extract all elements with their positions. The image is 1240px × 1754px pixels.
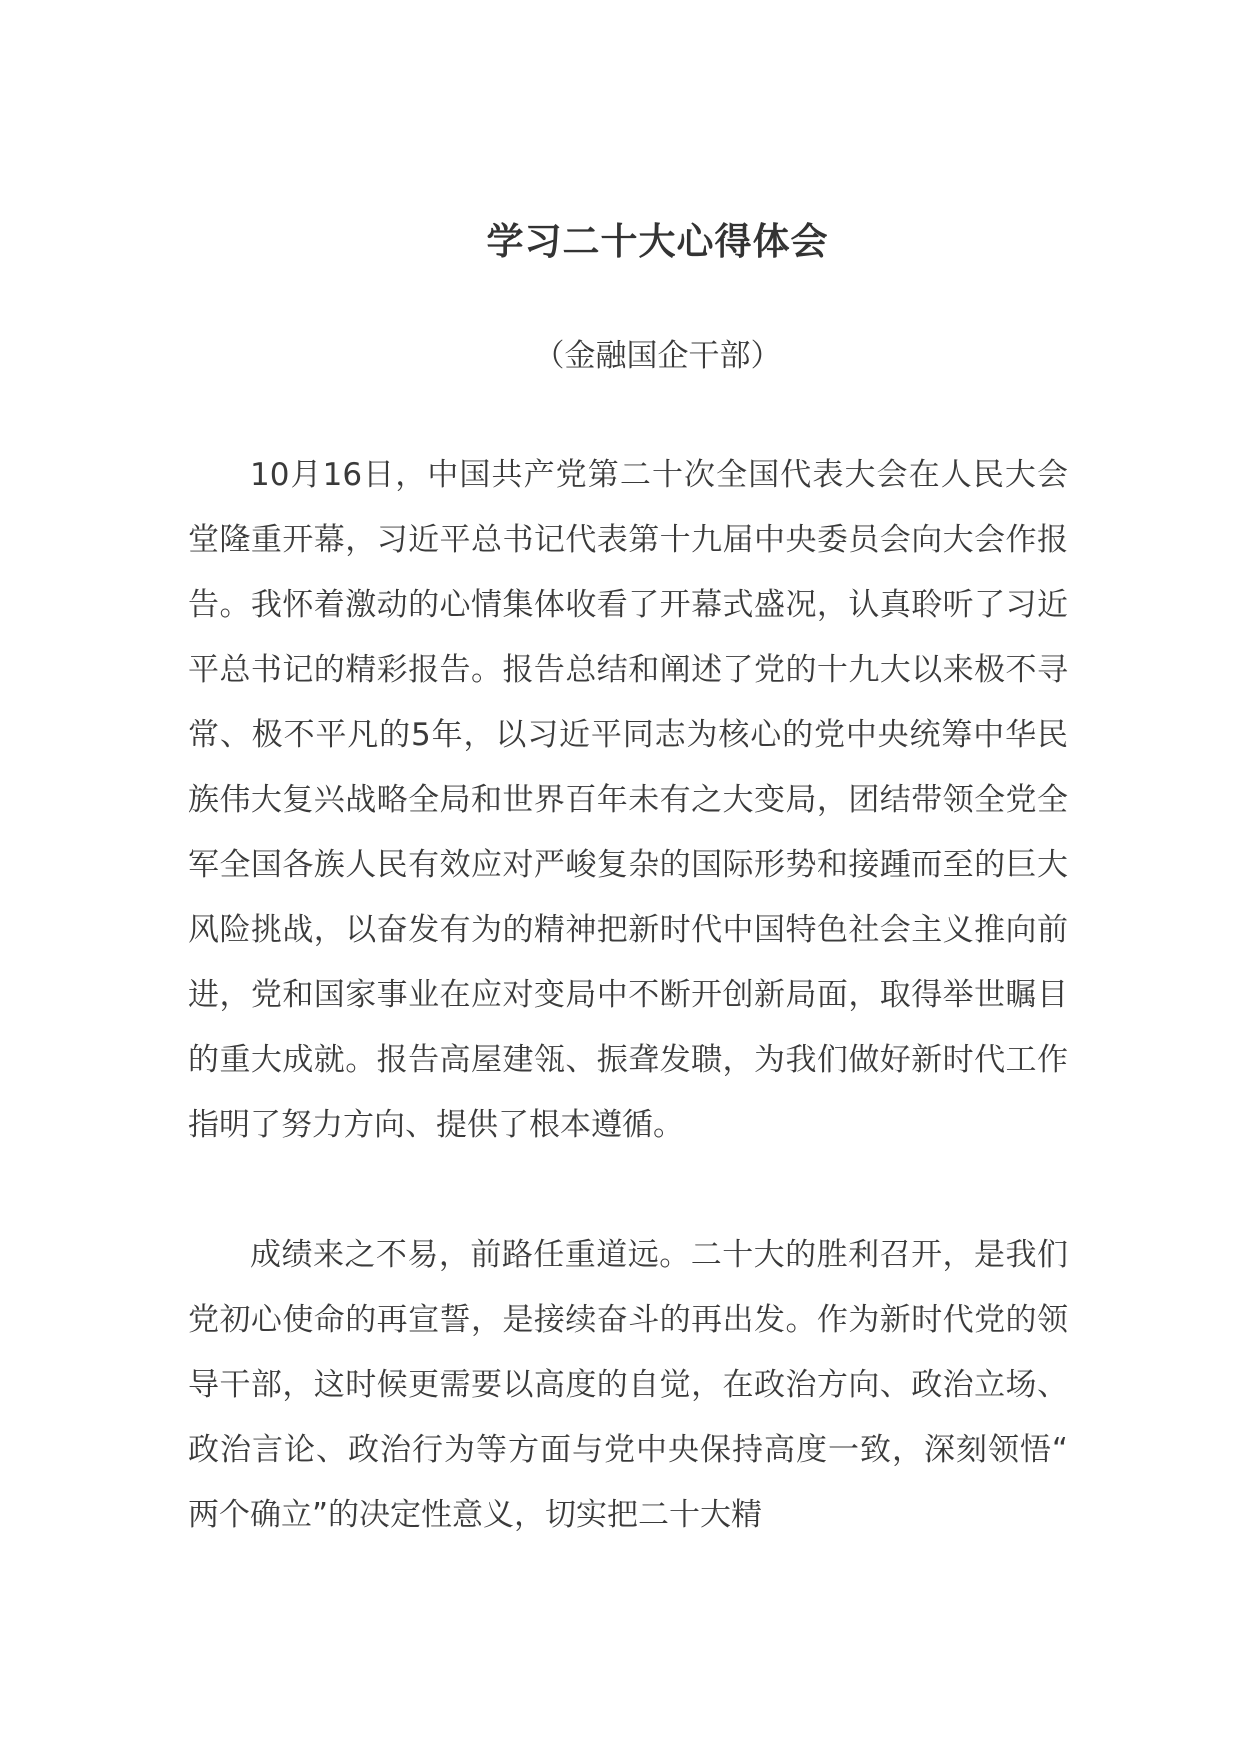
- document-title: 学习二十大心得体会: [486, 220, 829, 263]
- paragraph-1: 10月16日，中国共产党第二十次全国代表大会在人民大会堂隆重开幕，习近平总书记代表第十九届中央委员会向大会作报告。我怀着激动的心情集体收看了开幕式盛况，认真聆听了习近平总书记的精彩报告。报告总结和阐述了党的十九大以来极不寻常、极不平凡的5年，以习近平同志为核心的党中央统筹中华民族伟大复兴战略全局和世界百年未有之大变局，团结带领全党全军全国各族人民有效应对严峻复杂的国际形势和接踵而至的巨大风险挑战，以奋发有为的精神把新时代中国特色社会主义推向前进，党和国家事业在应对变局中不断开创新局面，取得举世瞩目的重大成就。报告高屋建瓴、振聋发聩，为我们做好新时代工作指明了努力方向、提供了根本遵循。: [188, 457, 1068, 1143]
- document-subtitle: （金融国企干部）: [533, 338, 782, 374]
- document-body: [188, 443, 1068, 1613]
- paragraph-2: 成绩来之不易，前路任重道远。二十大的胜利召开，是我们党初心使命的再宣誓，是接续奋斗的再出发。作为新时代党的领导干部，这时候更需要以高度的自觉，在政治方向、政治立场、政治言论、政治行为等方面与党中央保持高度一致，深刻领悟“两个确立”的决定性意义，切实把二十大精: [188, 1237, 1068, 1533]
